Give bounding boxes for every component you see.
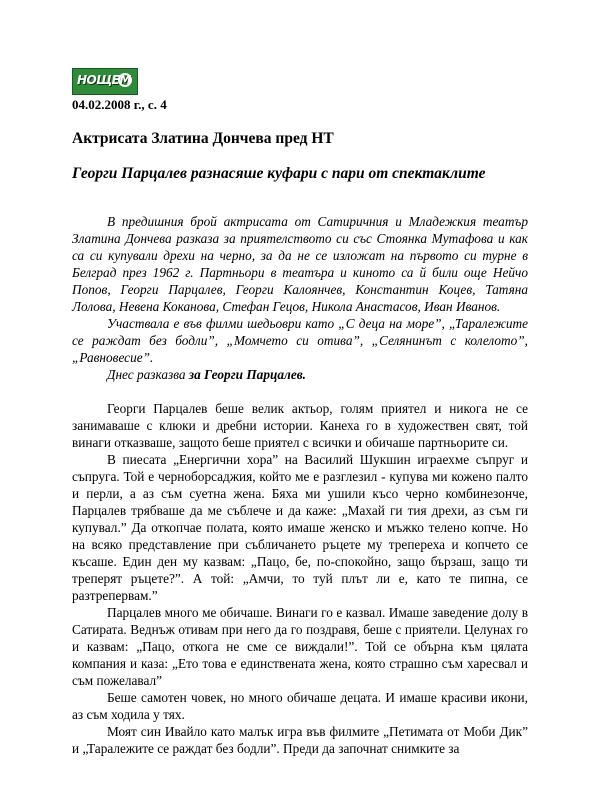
lead-final-bold: за Георги Парцалев. <box>188 367 306 382</box>
lead-paragraph-final <box>72 366 528 383</box>
article-lead <box>72 213 528 383</box>
body-paragraph: Беше самотен човек, но много обичаше децата. И имаше красиви икони, аз съм ходила у тях. <box>72 690 528 722</box>
lead-final-prefix: Днес разказва <box>107 367 189 382</box>
body-paragraph: Парцалев много ме обичаше. Винаги го е казвал. Имаше заведение долу в Сатирата. Веднъж отивам при него да го поздравя, беше с приятели. Целунах го и казвам: „Пацо, откога не сме се виждали!”. Той се обърна към цялата компания и каза: „Ето това е единствената жена, която страшно съм харесвал и съм пожелавал” <box>72 605 528 688</box>
logo-moon-icon <box>118 73 132 87</box>
lead-paragraph: Участвала е във филми шедьоври като „С деца на море”, „Таралежите се раждат без бодли”, „Момчето си отива”, „Селянинът с колелото”, „Равновесие”. <box>72 316 528 365</box>
newspaper-logo <box>72 68 138 95</box>
article-subtitle: Георги Парцалев разнасяше куфари с пари от спектаклите <box>72 165 486 182</box>
lead-paragraph: В предишния брой актрисата от Сатиричния и Младежкия театър Златина Дончева разказа за приятелството си със Стоянка Мутафова и как са си купували дрехи на черно, за да не се изложат на първото си турне в Белград през 1962 г. Партньори в театъра и киното са й били още Нейчо Попов, Георги Парцалев, Георги Калоянчев, Константин Коцев, Татяна Лолова, Невена Коканова, Стефан Гецов, Никола Анастасов, Иван Иванов. <box>72 214 528 314</box>
body-paragraph: В пиесата „Енергични хора” на Василий Шукшин играехме съпруг и съпруга. Той е черноборсаджия, който ме е разглезил - купува ми кожено палто и перли, а аз съм суетна жена. Бяха ми ушили късо черно комбинезонче, Парцалев трябваше да ме съблече и да каже: „Махай ги тия дрехи, аз съм ги купувал.” Да откопчае полата, която имаше женско и мъжко телено копче. Но на всяко представление при събличането ръцете му трепереха и копчето се късаше. Един ден му казвам: „Пацо, бе, по-спокойно, защо бързаш, защо ти треперят ръцете?”. А той: „Амчи, то туй плът ли е, като те пипна, се разтрепервам.” <box>72 452 528 603</box>
logo-text: НОЩЕМ <box>77 73 131 87</box>
article-body <box>72 400 528 757</box>
issue-date: 04.02.2008 г., с. 4 <box>72 97 167 112</box>
body-paragraph: Моят син Ивайло като малък игра във филмите „Петимата от Моби Дик” и „Таралежите се раждат без бодли”. Преди да започнат снимките за <box>72 724 528 756</box>
article-page <box>72 68 528 757</box>
body-paragraph: Георги Парцалев беше велик актьор, голям приятел и никога не се занимаваше с клюки и дребни истории. Канеха го в художествен свят, той винаги отказваше, защото беше приятел с всички и обичаше партньорите си. <box>72 401 528 450</box>
article-title: Актрисата Златина Дончева пред НТ <box>72 130 334 147</box>
